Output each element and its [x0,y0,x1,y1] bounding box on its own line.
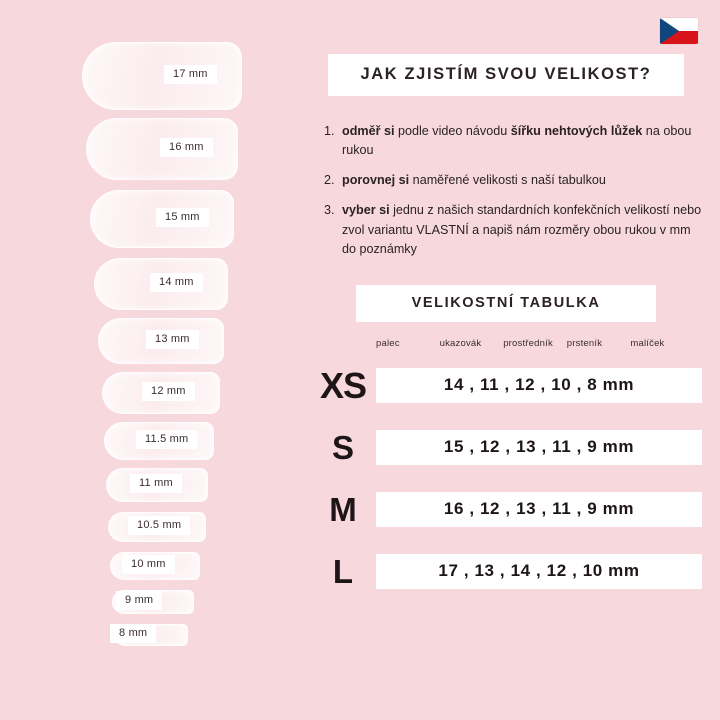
nail-size-row [0,42,300,108]
size-table-row [310,417,702,479]
nail-size-row [0,190,300,246]
nail-size-row [0,590,300,612]
step-keyword-secondary: šířku nehtových lůžek [510,124,643,138]
nail-size-label: 14 mm [150,273,203,292]
size-letter: M [329,491,357,529]
size-table-row [310,479,702,541]
nail-size-row [0,258,300,308]
size-letter: L [332,553,354,591]
nail-size-row [0,318,300,362]
size-table [310,355,702,603]
nail-size-label: 11 mm [130,474,182,493]
finger-header-row [376,338,694,349]
instruction-step: 2. porovnej si naměřené velikosti s naší tabulkou [338,171,702,190]
size-table-row [310,355,702,417]
size-values: 14 , 11 , 12 , 10 , 8 mm [376,368,702,403]
nail-size-label: 10 mm [122,555,175,574]
nail-size-label: 16 mm [160,138,213,157]
info-column [310,40,702,603]
nail-size-row [0,468,300,500]
size-values: 15 , 12 , 13 , 11 , 9 mm [376,430,702,465]
table-title-box [356,285,656,322]
nail-size-row [0,624,300,644]
nail-shape [82,42,242,110]
nail-size-row [0,422,300,458]
finger-label: prostředník [503,337,553,349]
step-keyword: odměř si [342,124,395,138]
table-title: VELIKOSTNÍ TABULKA [411,294,601,311]
instruction-step: 3. vyber si jednu z našich standardních konfekčních velikostí nebo zvol variantu VLASTNÍ a napiš nám rozměry obou rukou v mm do poznámky [338,201,702,258]
size-table-row [310,541,702,603]
step-keyword: porovnej si [342,173,410,188]
size-letter: S [331,429,354,467]
nail-size-label: 17 mm [164,65,217,84]
size-values: 17 , 13 , 14 , 12 , 10 mm [376,554,702,589]
page-title-box [328,54,684,96]
finger-label: palec [376,337,400,349]
nail-size-label: 11.5 mm [136,430,197,449]
instruction-step: 1. odměř si podle video návodu šířku nehtových lůžek na obou rukou [338,122,702,160]
finger-label: malíček [630,337,665,349]
instruction-steps [310,122,702,259]
nail-size-label: 15 mm [156,208,209,227]
size-values: 16 , 12 , 13 , 11 , 9 mm [376,492,702,527]
nail-size-label: 8 mm [110,624,156,643]
nail-size-row [0,118,300,178]
step-keyword: vyber si [342,203,390,218]
page-title: JAK ZJISTÍM SVOU VELIKOST? [360,65,652,83]
finger-label: ukazovák [439,337,482,349]
nail-size-label: 9 mm [116,591,162,610]
nail-size-label: 12 mm [142,382,195,401]
size-letter: XS [319,364,367,406]
nail-size-chart [0,30,300,690]
nail-size-label: 10.5 mm [128,516,190,535]
nail-size-row [0,552,300,578]
nail-size-row [0,372,300,412]
nail-size-label: 13 mm [146,330,199,349]
nail-size-row [0,512,300,540]
finger-label: prsteník [566,337,603,349]
